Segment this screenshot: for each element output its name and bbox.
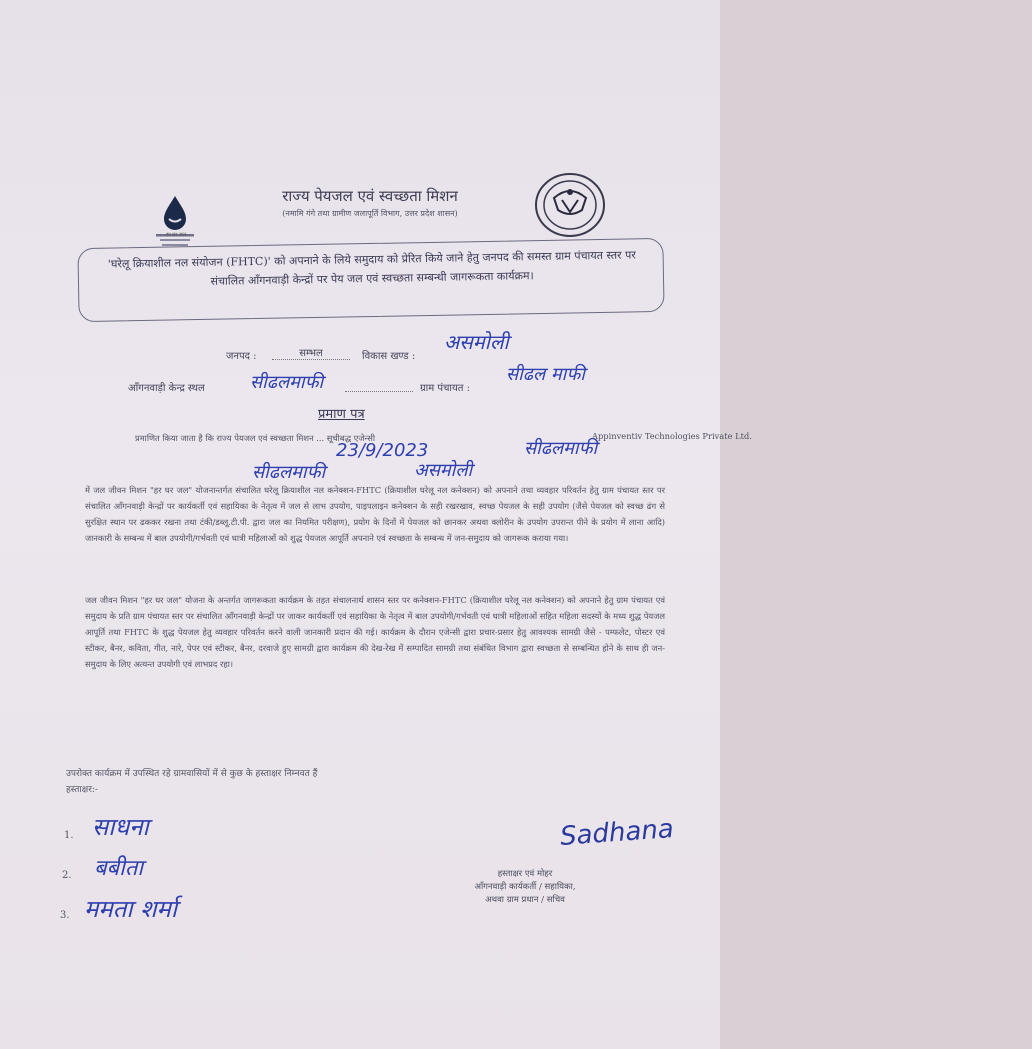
up-government-seal: [532, 170, 608, 240]
signatory-number-1: 1.: [64, 830, 74, 841]
para1-body: में जल जीवन मिशन "हर घर जल" योजनान्तर्गत संचालित घरेलू क्रियाशील नल कनेक्शन-FHTC (क्रियाशील घरेलू नल कनेक्शन) को अपनाने तथा व्यवहार परिवर्तन हेतु ग्राम पंचायत स्तर पर संचालित आँगनवाड़ी केन्द्रों पर कार्यकर्ती एवं सहायिका के नेतृत्व में जल से लाभ उपयोग, पाइपलाइन कनेक्शन के सही रखरखाव, स्वच्छ पेयजल के सही उपयोग (जैसे पेयजल को स्वच्छ ढंग से सुरक्षित स्थान पर ढककर रखना तथा टंकी/डब्लू.टी.पी. द्वारा जल का नियमित परीक्षण), प्रयोग के दिनों में पेयजल को छानकर अथवा क्लोरीन के उपयोग उपरान्त पीने के प्रयोग में लाना आदि) जानकारी के सम्बन्ध में बाल उपयोगी/गर्भवती एवं धात्री महिलाओं को शुद्ध पेयजल आपूर्ति अपनाने एवं स्वच्छता के सम्बन्ध में जन-समुदाय को जागरूक कराया गया।: [85, 485, 665, 543]
center-underline: [345, 391, 413, 392]
district-label: जनपद :: [226, 351, 257, 362]
district-value: सम्भल: [272, 345, 350, 360]
village-handwritten-1: सीढलमाफी: [524, 438, 598, 459]
attendance-line: उपरोक्त कार्यक्रम में उपस्थित रहे ग्रामवासियों में से कुछ के हस्ताक्षर निम्नवत हैं: [66, 769, 318, 779]
officer-line-2: आँगनवाड़ी कार्यकर्ती / सहायिका,: [474, 882, 576, 892]
officer-line-1: हस्ताक्षर एवं मोहर: [497, 869, 553, 879]
signatory-number-2: 2.: [62, 870, 72, 881]
signatory-number-3: 3.: [60, 910, 70, 921]
panchayat-label: ग्राम पंचायत :: [420, 383, 471, 394]
mission-subtitle: (नमामि गंगे तथा ग्रामीण जलापूर्ति विभाग, उत्तर प्रदेश शासन): [282, 209, 458, 218]
para2-body: जल जीवन मिशन "हर घर जल" योजना के अन्तर्गत जागरूकता कार्यक्रम के तहत संचालनार्थ शासन स्तर पर कनेक्शन-FHTC (क्रियाशील घरेलू नल कनेक्शन) को अपनाने हेतु ग्राम पंचायत एवं समुदाय के प्रति ग्राम पंचायत स्तर पर संचालित आँगनवाड़ी केन्द्रों पर जाकर कार्यकर्ती एवं सहायिका के नेतृत्व में बाल उपयोगी/गर्भवती एवं धात्री महिलाओं सहित महिला सदस्यों के मध्य शुद्ध पेयजल आपूर्ति तथा FHTC के शुद्ध पेयजल हेतु व्यवहार परिवर्तन करने वाली जानकारी प्रदान की गई। कार्यक्रम के दौरान एजेन्सी द्वारा प्रचार-प्रसार हेतु आवश्यक सामग्री जैसे - पम्फलेट, पोस्टर एवं स्टीकर, बैनर, कविता, गीत, नारे, पेपर एवं स्टीकर, बैनर, दरवाजे हुए सामग्री द्वारा कार्यक्रम की देख-रेख में सम्पादित सामग्री तथा संबंधित विभाग द्वारा स्वच्छता से सम्बन्धित होने के साथ ही जन-समुदाय के लिए अत्यन्त उपयोगी एवं लाभप्रद रहा।: [85, 595, 665, 669]
signatory-name-3: ममता शर्मा: [84, 895, 178, 923]
signatures-label: हस्ताक्षर:-: [66, 785, 98, 795]
center-label: आँगनवाड़ी केन्द्र स्थल: [128, 383, 205, 394]
block-value-handwritten: असमोली: [444, 330, 509, 354]
village-handwritten-2: सीढलमाफी: [252, 462, 326, 483]
officer-signature: Sadhana: [559, 814, 675, 852]
logo-caption: हर घर जल: [166, 232, 186, 238]
center-value-handwritten: सीढलमाफी: [250, 372, 324, 393]
mission-title: राज्य पेयजल एवं स्वच्छता मिशन: [282, 187, 458, 205]
program-banner-text: 'घरेलू क्रियाशील नल संयोजन (FHTC)' को अपनाने के लिये समुदाय को प्रेरित किये जाने हेतु जनपद की समस्त ग्राम पंचायत स्तर पर संचालित आँगनवाड़ी केन्द्रों पर पेय जल एवं स्वच्छता सम्बन्धी जागरूकता कार्यक्रम।: [107, 248, 636, 288]
certificate-title: प्रमाण पत्र: [318, 407, 365, 422]
panchayat-value-handwritten: सीढल माफी: [506, 364, 585, 385]
officer-sign-block: [440, 868, 610, 907]
signatory-name-2: बबीता: [94, 856, 144, 881]
har-ghar-jal-logo: [150, 192, 200, 250]
agency-name: Appinventiv Technologies Private Ltd.: [592, 431, 752, 441]
officer-line-3: अथवा ग्राम प्रधान / सचिव: [485, 895, 565, 905]
block-label: विकास खण्ड :: [362, 351, 416, 362]
date-handwritten: 23/9/2023: [336, 440, 429, 461]
block-handwritten-2: असमोली: [414, 460, 473, 481]
para1-opening: प्रमाणित किया जाता है कि राज्य पेयजल एवं स्वच्छता मिशन ... सूचीबद्ध एजेन्सी: [135, 433, 375, 443]
signatory-name-1: साधना: [92, 813, 149, 841]
